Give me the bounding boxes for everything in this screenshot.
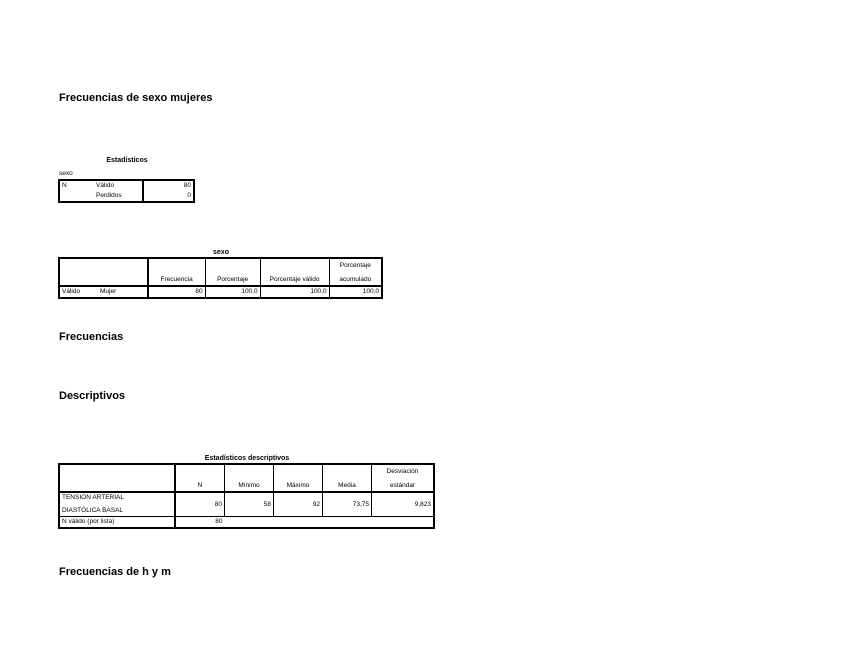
column-header: Porcentaje válido [260,258,329,286]
estadisticos-table [58,179,195,203]
column-header: Mínimo [225,464,274,492]
table-cell: 92 [274,492,323,517]
table-row [59,191,194,202]
table-cell: 100,0 [329,286,382,298]
table-cell: 80 [143,180,194,191]
descriptivos-table [58,463,435,529]
header-line: estándar [389,482,416,489]
header-line: Porcentaje [339,262,371,269]
column-header: N [175,464,225,492]
table-cell: 80 [175,492,225,517]
table-cell: 0 [143,191,194,202]
header-line: Desviación [386,468,419,475]
row-label-line: TENSION ARTERIAL [62,494,125,501]
table-cell: 73,75 [323,492,372,517]
row-label-line: DIASTÓLICA BASAL [62,507,124,514]
section-heading-frecuencias: Frecuencias [59,331,124,343]
table-cell: 80 [148,286,206,298]
estadisticos-title: Estadísticos [106,157,148,164]
table-cell: 9,823 [372,492,435,517]
table-cell: 80 [175,517,225,529]
row-label: Válido [96,182,115,189]
table-row [59,517,434,529]
table-cell: 100,0 [260,286,329,298]
column-header [329,258,382,286]
row-label [59,492,175,517]
column-header: Porcentaje [205,258,260,286]
sexo-table [58,257,383,299]
table-row [59,286,382,298]
row-label: Mujer [100,288,117,295]
sexo-table-title: sexo [213,249,229,256]
table-header-row [59,258,382,286]
table-cell: 58 [225,492,274,517]
column-header: Media [323,464,372,492]
descriptivos-table-title: Estadísticos descriptivos [204,455,290,462]
section-heading-freq-sexo: Frecuencias de sexo mujeres [59,92,213,104]
column-header: Frecuencia [148,258,206,286]
section-heading-freq-hym: Frecuencias de h y m [59,566,171,578]
n-label: N [62,182,67,189]
row-label: Perdidos [96,192,122,199]
table-header-row [59,464,434,492]
row-group: Válido [62,288,81,295]
column-header [372,464,435,492]
table-row [59,180,194,191]
table-cell: 100,0 [205,286,260,298]
column-header: Máximo [274,464,323,492]
table-row [59,492,434,517]
section-heading-descriptivos: Descriptivos [59,390,126,402]
row-label: N válido (por lista) [62,518,115,525]
estadisticos-variable: sexo [59,170,73,177]
header-line: acumulado [339,276,372,283]
